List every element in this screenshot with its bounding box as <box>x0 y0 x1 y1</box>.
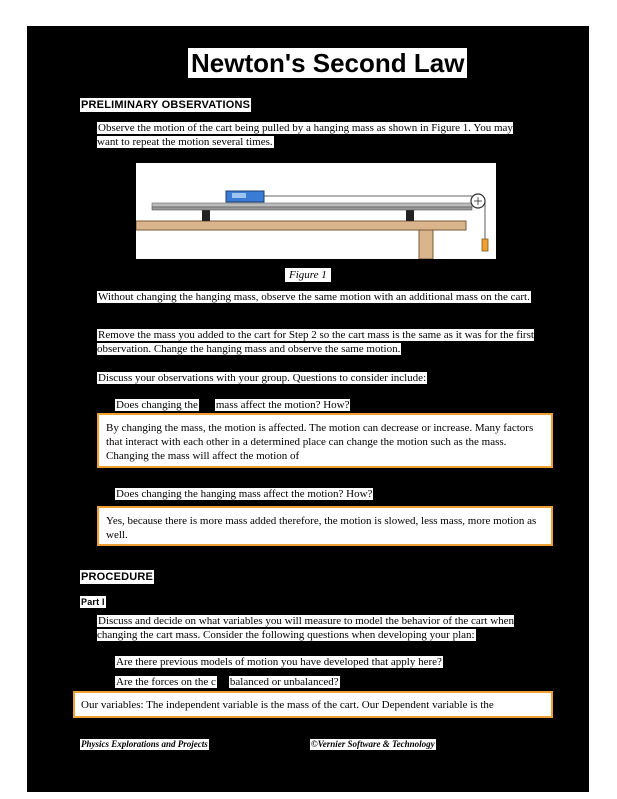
preliminary-step-3: Remove the mass you added to the cart for Step 2 so the cart mass is the same as it was for the first observation. Change the hanging mass and observe the same motion. <box>97 329 534 355</box>
answer-field-variables[interactable] <box>73 691 553 718</box>
preliminary-intro: Observe the motion of the cart being pulled by a hanging mass as shown in Figure 1. You may want to repeat the motion several times. <box>97 122 513 148</box>
figure-caption: Figure 1 <box>285 268 331 282</box>
preliminary-step-2: Without changing the hanging mass, observe the same motion with an additional mass on the cart. <box>98 291 530 303</box>
question-cart-mass: Does changing the mass affect the motion? How? <box>115 396 350 412</box>
answer-text-hanging-mass: Yes, because there is more mass added therefore, the motion is slowed, less mass, more motion as well. <box>106 515 537 541</box>
answer-text-cart-mass: By changing the mass, the motion is affected. The motion can decrease or increase. Many factors that interact with each other in a determined place can change the motion such as the mass. Changing the mass will affect the motion of <box>106 422 534 462</box>
part-heading: Part I <box>81 597 105 607</box>
answer-text-variables: Our variables: The independent variable is the mass of the cart. Our Dependent variable is the <box>81 699 494 711</box>
section-heading-procedure: PROCEDURE <box>81 571 154 583</box>
footer-right: ©Vernier Software & Technology <box>311 739 435 749</box>
answer-field-cart-mass[interactable] <box>97 413 553 468</box>
answer-field-hanging-mass[interactable] <box>97 506 553 546</box>
question-hanging-mass: Does changing the hanging mass affect the motion? How? <box>116 488 373 500</box>
footer-left: Physics Explorations and Projects <box>81 739 208 749</box>
page-title: Newton's Second Law <box>188 48 467 78</box>
section-heading-preliminary: PRELIMINARY OBSERVATIONS <box>81 99 251 111</box>
preliminary-step-4: Discuss your observations with your group. Questions to consider include: <box>98 372 427 384</box>
figure-cart-setup <box>136 163 496 259</box>
cart-track-illustration <box>136 163 496 259</box>
procedure-intro: Discuss and decide on what variables you will measure to model the behavior of the cart when changing the cart mass. Consider the following questions when developing your plan: <box>97 615 515 641</box>
question-previous-models: Are there previous models of motion you have developed that apply here? <box>116 656 442 668</box>
question-forces-balanced: Are the forces on the c balanced or unbalanced? <box>115 673 340 689</box>
